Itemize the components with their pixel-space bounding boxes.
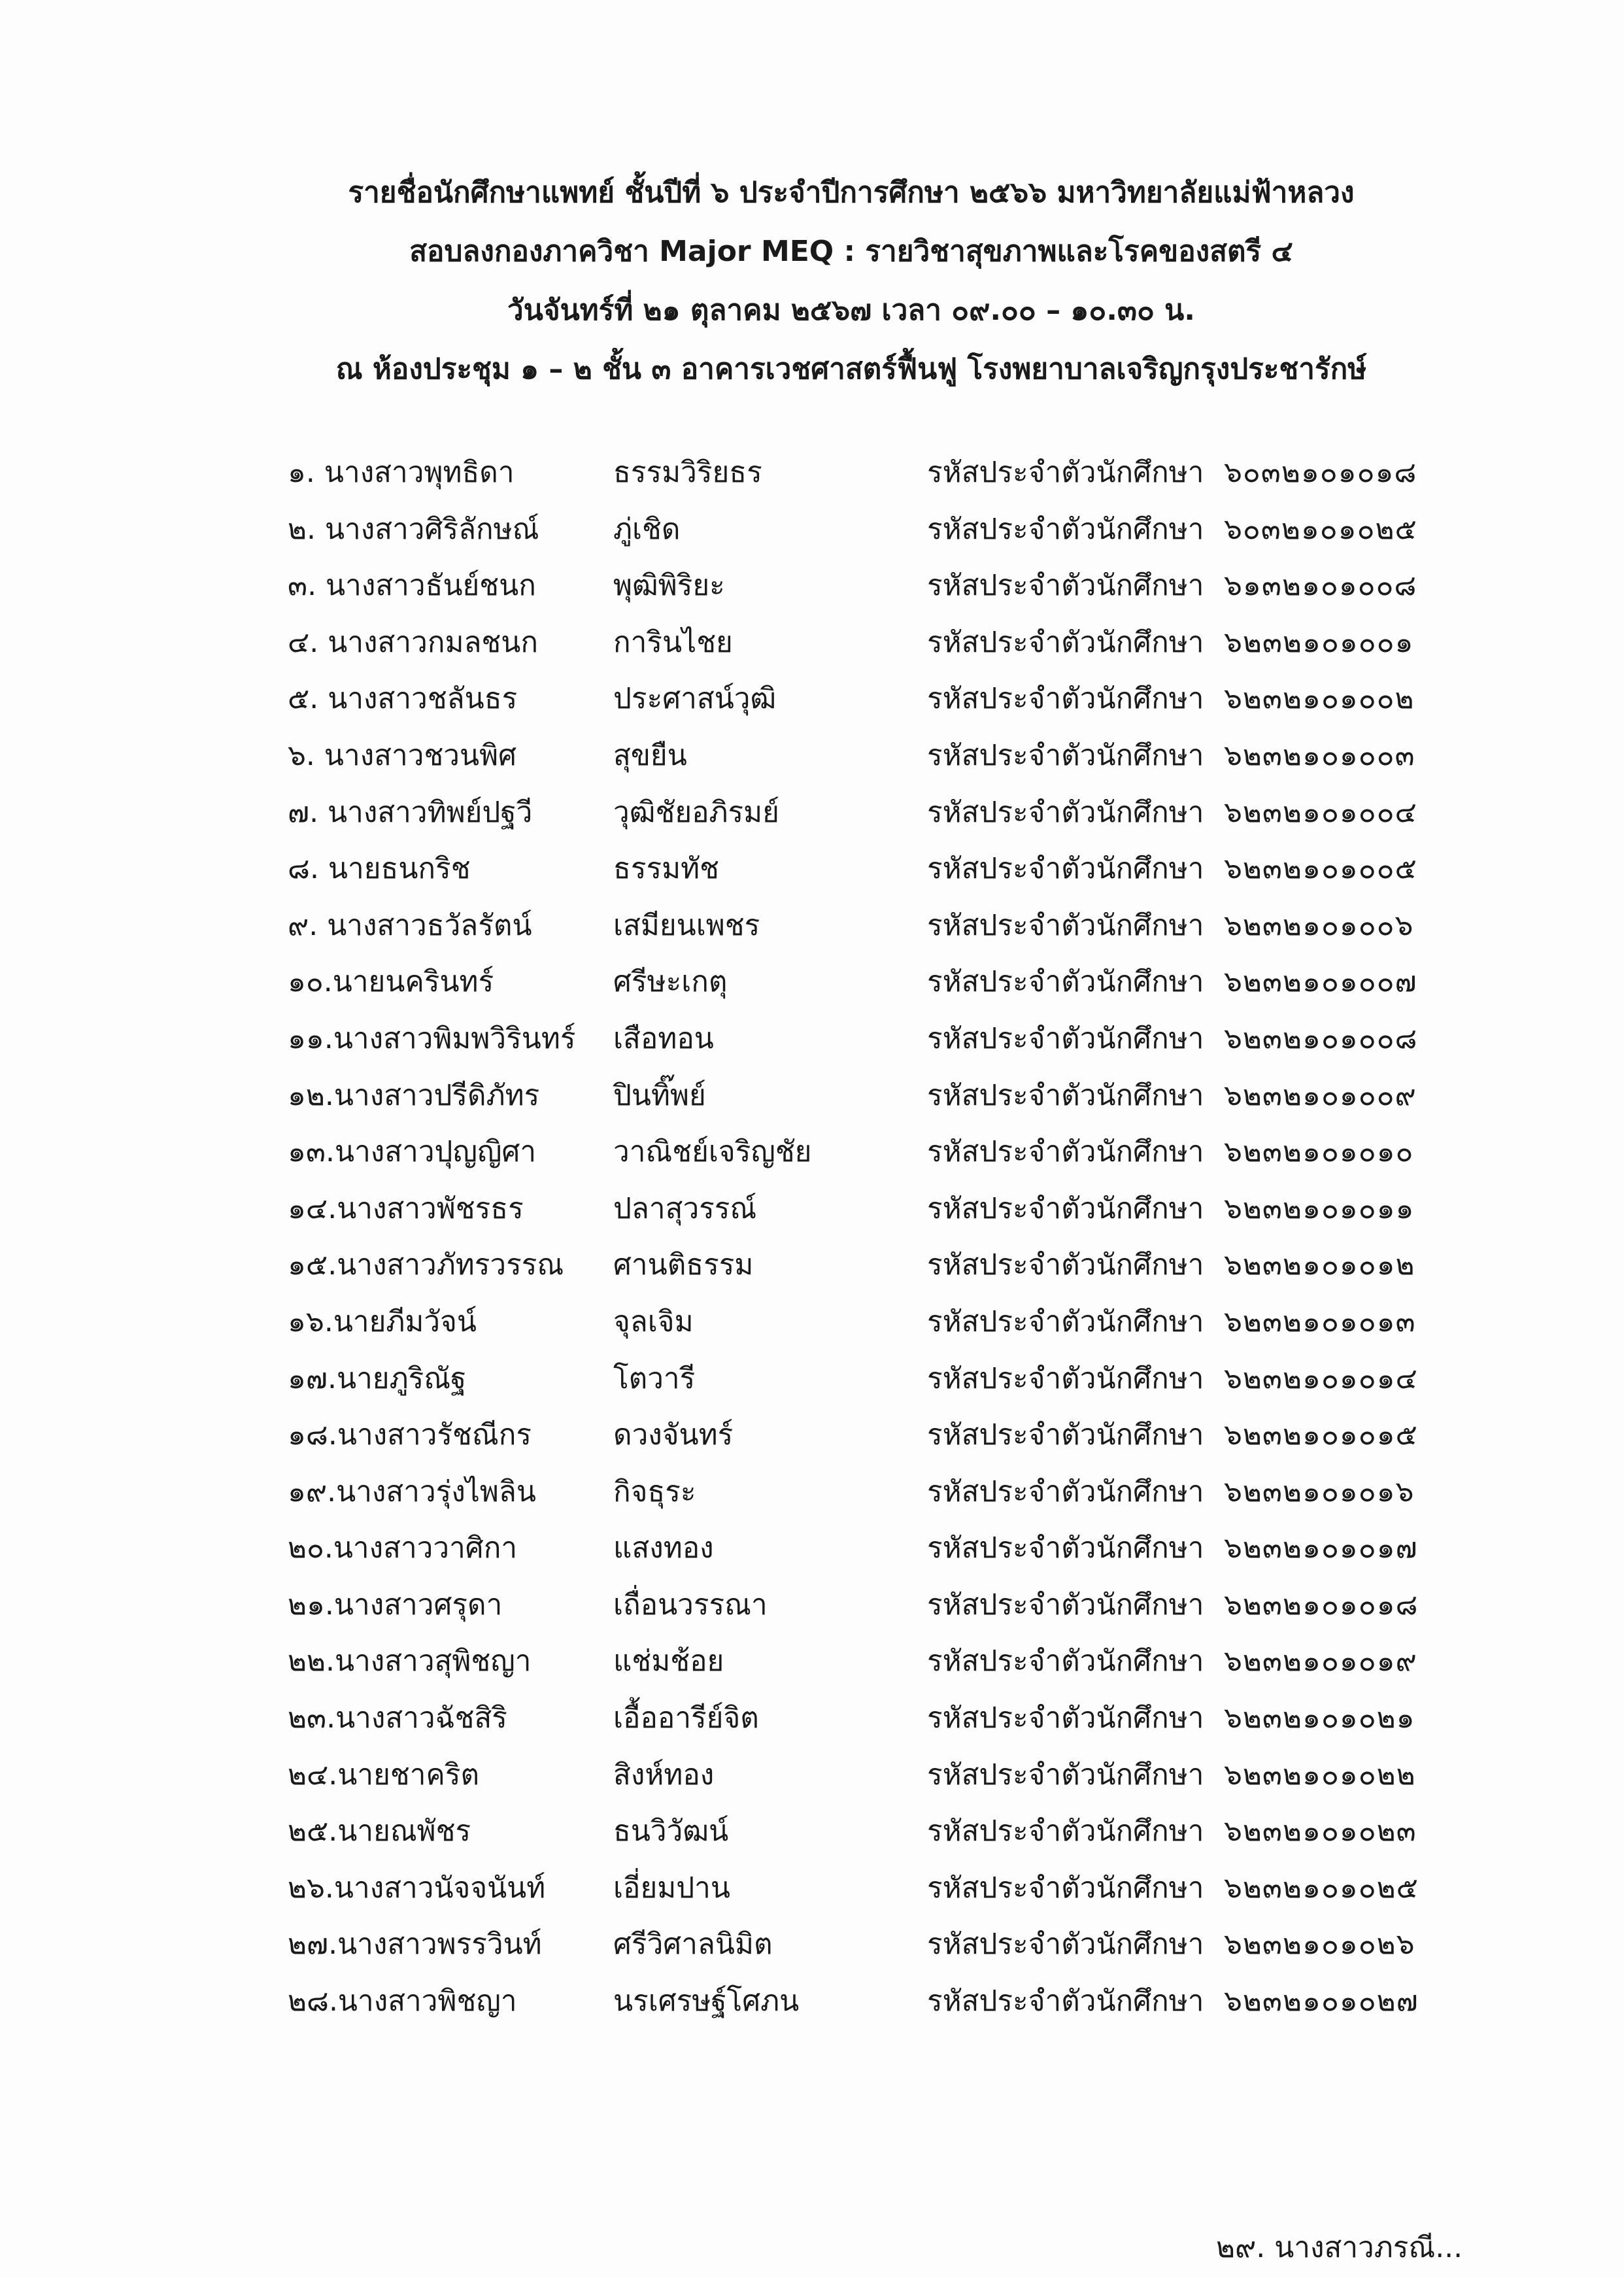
student-name: ๑๙.นางสาวรุ่งไพลิน	[288, 1474, 536, 1508]
student-surname: ธรรมวิริยธร	[613, 456, 762, 489]
student-name: ๒. นางสาวศิริลักษณ์	[288, 512, 539, 546]
student-id-label: รหัสประจำตัวนักศึกษา	[927, 1248, 1204, 1282]
student-id-label: รหัสประจำตัวนักศึกษา	[927, 1474, 1204, 1508]
student-id-label: รหัสประจำตัวนักศึกษา	[927, 965, 1204, 999]
student-id-label: รหัสประจำตัวนักศึกษา	[927, 682, 1204, 716]
student-id: ๖๒๓๒๑๐๑๐๑๔	[1224, 1361, 1418, 1395]
student-id-label: รหัสประจำตัวนักศึกษา	[927, 1418, 1204, 1452]
student-id-label: รหัสประจำตัวนักศึกษา	[927, 1644, 1204, 1678]
student-id-label: รหัสประจำตัวนักศึกษา	[927, 1021, 1204, 1055]
student-id-label: รหัสประจำตัวนักศึกษา	[927, 456, 1204, 489]
student-id: ๖๒๓๒๑๐๑๐๒๓	[1224, 1814, 1417, 1848]
student-id: ๖๒๓๒๑๐๑๐๐๙	[1224, 1078, 1417, 1112]
student-name: ๑. นางสาวพุทธิดา	[288, 456, 515, 489]
student-surname: พุฒิพิริยะ	[613, 569, 725, 603]
student-row	[0, 1633, 1624, 1690]
student-id: ๖๒๓๒๑๐๑๐๑๙	[1224, 1644, 1417, 1678]
student-row	[0, 671, 1624, 728]
student-id: ๖๒๓๒๑๐๑๐๐๕	[1224, 852, 1417, 886]
student-row	[0, 1011, 1624, 1068]
student-list	[0, 445, 1624, 2030]
student-row	[0, 1747, 1624, 1804]
student-surname: จุลเจิม	[613, 1304, 694, 1338]
student-surname: เอื้ออารีย์จิต	[613, 1701, 759, 1735]
student-id: ๖๒๓๒๑๐๑๐๐๔	[1224, 795, 1417, 829]
student-id: ๖๐๓๒๑๐๑๐๑๘	[1224, 456, 1417, 489]
student-row	[0, 1973, 1624, 2030]
student-surname: กิจธุระ	[613, 1474, 696, 1508]
student-surname: นรเศรษฐ์โศภน	[613, 1984, 800, 2018]
student-id: ๖๒๓๒๑๐๑๐๐๖	[1224, 908, 1414, 942]
student-surname: ดวงจันทร์	[613, 1418, 734, 1452]
student-surname: วุฒิชัยอภิรมย์	[613, 795, 779, 829]
student-id: ๖๒๓๒๑๐๑๐๑๘	[1224, 1588, 1419, 1622]
student-name: ๗. นางสาวทิพย์ปฐวี	[288, 795, 533, 829]
student-name: ๕. นางสาวชลันธร	[288, 682, 518, 716]
student-id: ๖๒๓๒๑๐๑๐๒๒	[1224, 1758, 1416, 1792]
student-id-label: รหัสประจำตัวนักศึกษา	[927, 1191, 1204, 1225]
student-name: ๑๔.นางสาวพัชรธร	[288, 1191, 524, 1225]
student-id-label: รหัสประจำตัวนักศึกษา	[927, 1078, 1204, 1112]
student-surname: ศรีษะเกตุ	[613, 965, 728, 999]
student-surname: เสือทอน	[613, 1021, 714, 1055]
student-id-label: รหัสประจำตัวนักศึกษา	[927, 738, 1204, 772]
student-id-label: รหัสประจำตัวนักศึกษา	[927, 1758, 1204, 1792]
student-surname: วาณิชย์เจริญชัย	[613, 1135, 812, 1169]
student-row	[0, 1577, 1624, 1634]
student-surname: สิงห์ทอง	[613, 1758, 715, 1792]
student-name: ๒๘.นางสาวพิชญา	[288, 1984, 517, 2018]
student-name: ๑๑.นางสาวพิมพวิรินทร์	[288, 1021, 576, 1055]
student-name: ๒๗.นางสาวพรรวินท์	[288, 1928, 542, 1962]
student-id: ๖๒๓๒๑๐๑๐๑๓	[1224, 1304, 1416, 1338]
student-row	[0, 558, 1624, 615]
student-id-label: รหัสประจำตัวนักศึกษา	[927, 1531, 1204, 1565]
student-id-label: รหัสประจำตัวนักศึกษา	[927, 908, 1204, 942]
student-id-label: รหัสประจำตัวนักศึกษา	[927, 1304, 1204, 1338]
student-surname: ศานติธรรม	[613, 1248, 754, 1282]
student-surname: สุขยืน	[613, 738, 687, 772]
student-name: ๒๔.นายชาคริต	[288, 1758, 480, 1792]
student-id: ๖๒๓๒๑๐๑๐๐๘	[1224, 1021, 1418, 1055]
student-surname: แสงทอง	[613, 1531, 714, 1565]
student-id-label: รหัสประจำตัวนักศึกษา	[927, 625, 1204, 659]
student-id: ๖๒๓๒๑๐๑๐๑๕	[1224, 1418, 1418, 1452]
student-surname: การินไชย	[613, 625, 733, 659]
student-surname: ธนวิวัฒน์	[613, 1814, 729, 1848]
student-surname: ภู่เชิด	[613, 512, 681, 546]
student-name: ๒๐.นางสาววาศิกา	[288, 1531, 518, 1565]
student-row	[0, 615, 1624, 672]
student-id-label: รหัสประจำตัวนักศึกษา	[927, 1361, 1204, 1395]
student-surname: ธรรมทัช	[613, 852, 719, 886]
student-row	[0, 898, 1624, 955]
student-name: ๑๘.นางสาวรัชณีกร	[288, 1418, 532, 1452]
student-surname: ปินทิ๊พย์	[613, 1078, 706, 1112]
student-row	[0, 1464, 1624, 1521]
student-name: ๖. นางสาวชวนพิศ	[288, 738, 517, 772]
student-id: ๖๐๓๒๑๐๑๐๒๕	[1224, 512, 1417, 546]
student-surname: ศรีวิศาลนิมิต	[613, 1928, 773, 1962]
student-id: ๖๒๓๒๑๐๑๐๐๑	[1224, 625, 1414, 659]
student-id: ๖๑๓๒๑๐๑๐๐๘	[1224, 569, 1417, 603]
student-row	[0, 954, 1624, 1011]
student-row	[0, 1520, 1624, 1577]
student-row	[0, 1690, 1624, 1747]
student-surname: เถื่อนวรรณา	[613, 1588, 768, 1622]
student-id: ๖๒๓๒๑๐๑๐๑๑	[1224, 1191, 1415, 1225]
student-row	[0, 1237, 1624, 1294]
student-name: ๒๒.นางสาวสุพิชญา	[288, 1644, 532, 1678]
header-date-line: วันจันทร์ที่ ๒๑ ตุลาคม ๒๕๖๗ เวลา ๐๙.๐๐ – ๑๐.๓๐ น.	[507, 294, 1195, 327]
student-name: ๑๗.นายภูริณัฐ	[288, 1361, 467, 1395]
student-id: ๖๒๓๒๑๐๑๐๐๒	[1224, 682, 1415, 716]
student-name: ๒๑.นางสาวศรุดา	[288, 1588, 503, 1622]
student-row	[0, 1181, 1624, 1238]
student-name: ๒๕.นายณพัชร	[288, 1814, 471, 1848]
student-id-label: รหัสประจำตัวนักศึกษา	[927, 569, 1204, 603]
student-surname: เสมียนเพชร	[613, 908, 760, 942]
student-row	[0, 1294, 1624, 1351]
student-row	[0, 502, 1624, 558]
student-name: ๔. นางสาวกมลชนก	[288, 625, 539, 659]
student-row	[0, 445, 1624, 502]
student-name: ๒๖.นางสาวนัจจนันท์	[288, 1871, 546, 1905]
student-id-label: รหัสประจำตัวนักศึกษา	[927, 1871, 1204, 1905]
header-title-line-1: รายชื่อนักศึกษาแพทย์ ชั้นปีที่ ๖ ประจำปีการศึกษา ๒๕๖๖ มหาวิทยาลัยแม่ฟ้าหลวง	[348, 176, 1355, 209]
student-row	[0, 728, 1624, 785]
student-id-label: รหัสประจำตัวนักศึกษา	[927, 852, 1204, 886]
student-name: ๑๒.นางสาวปรีดิภัทร	[288, 1078, 540, 1112]
student-id: ๖๒๓๒๑๐๑๐๒๕	[1224, 1871, 1419, 1905]
continuation-note: ๒๙. นางสาวภรณี...	[1216, 2231, 1463, 2264]
student-name: ๒๓.นางสาวฉัชสิริ	[288, 1701, 507, 1735]
student-row	[0, 841, 1624, 898]
student-row	[0, 1916, 1624, 1973]
student-id: ๖๒๓๒๑๐๑๐๑๖	[1224, 1474, 1415, 1508]
student-id: ๖๒๓๒๑๐๑๐๑๗	[1224, 1531, 1418, 1565]
student-id-label: รหัสประจำตัวนักศึกษา	[927, 512, 1204, 546]
student-name: ๑๓.นางสาวปุญญิศา	[288, 1135, 537, 1169]
student-id-label: รหัสประจำตัวนักศึกษา	[927, 1814, 1204, 1848]
student-surname: ประศาสน์วุฒิ	[613, 682, 777, 716]
student-name: ๑๕.นางสาวภัทรวรรณ	[288, 1248, 564, 1282]
student-row	[0, 1803, 1624, 1860]
student-surname: โตวารี	[613, 1361, 696, 1395]
student-id-label: รหัสประจำตัวนักศึกษา	[927, 1701, 1204, 1735]
student-row	[0, 1351, 1624, 1408]
student-row	[0, 1860, 1624, 1917]
student-name: ๙. นางสาวธวัลรัตน์	[288, 908, 532, 942]
student-surname: เอี่ยมปาน	[613, 1871, 730, 1905]
student-id: ๖๒๓๒๑๐๑๐๐๗	[1224, 965, 1417, 999]
student-id-label: รหัสประจำตัวนักศึกษา	[927, 1588, 1204, 1622]
student-id: ๖๒๓๒๑๐๑๐๑๒	[1224, 1248, 1415, 1282]
student-id-label: รหัสประจำตัวนักศึกษา	[927, 1928, 1204, 1962]
document-header	[0, 163, 1624, 399]
student-name: ๑๐.นายนครินทร์	[288, 965, 494, 999]
student-id-label: รหัสประจำตัวนักศึกษา	[927, 1135, 1204, 1169]
student-name: ๑๖.นายภีมวัจน์	[288, 1304, 477, 1338]
student-id: ๖๒๓๒๑๐๑๐๑๐	[1224, 1135, 1414, 1169]
student-id: ๖๒๓๒๑๐๑๐๒๗	[1224, 1984, 1419, 2018]
student-surname: แช่มช้อย	[613, 1644, 724, 1678]
student-name: ๘. นายธนกริช	[288, 852, 471, 886]
student-id-label: รหัสประจำตัวนักศึกษา	[927, 795, 1204, 829]
student-id: ๖๒๓๒๑๐๑๐๒๑	[1224, 1701, 1415, 1735]
header-venue-line: ณ ห้องประชุม ๑ – ๒ ชั้น ๓ อาคารเวชศาสตร์ฟื้นฟู โรงพยาบาลเจริญกรุงประชารักษ์	[335, 352, 1367, 386]
header-title-line-2: สอบลงกองภาควิชา Major MEQ : รายวิชาสุขภาพและโรคของสตรี ๔	[409, 235, 1293, 268]
student-row	[0, 1124, 1624, 1181]
student-row	[0, 1407, 1624, 1464]
student-id: ๖๒๓๒๑๐๑๐๐๓	[1224, 738, 1415, 772]
student-row	[0, 785, 1624, 842]
student-surname: ปลาสุวรรณ์	[613, 1191, 757, 1225]
student-name: ๓. นางสาวธันย์ชนก	[288, 569, 536, 603]
student-row	[0, 1068, 1624, 1125]
student-id: ๖๒๓๒๑๐๑๐๒๖	[1224, 1928, 1415, 1962]
student-id-label: รหัสประจำตัวนักศึกษา	[927, 1984, 1204, 2018]
